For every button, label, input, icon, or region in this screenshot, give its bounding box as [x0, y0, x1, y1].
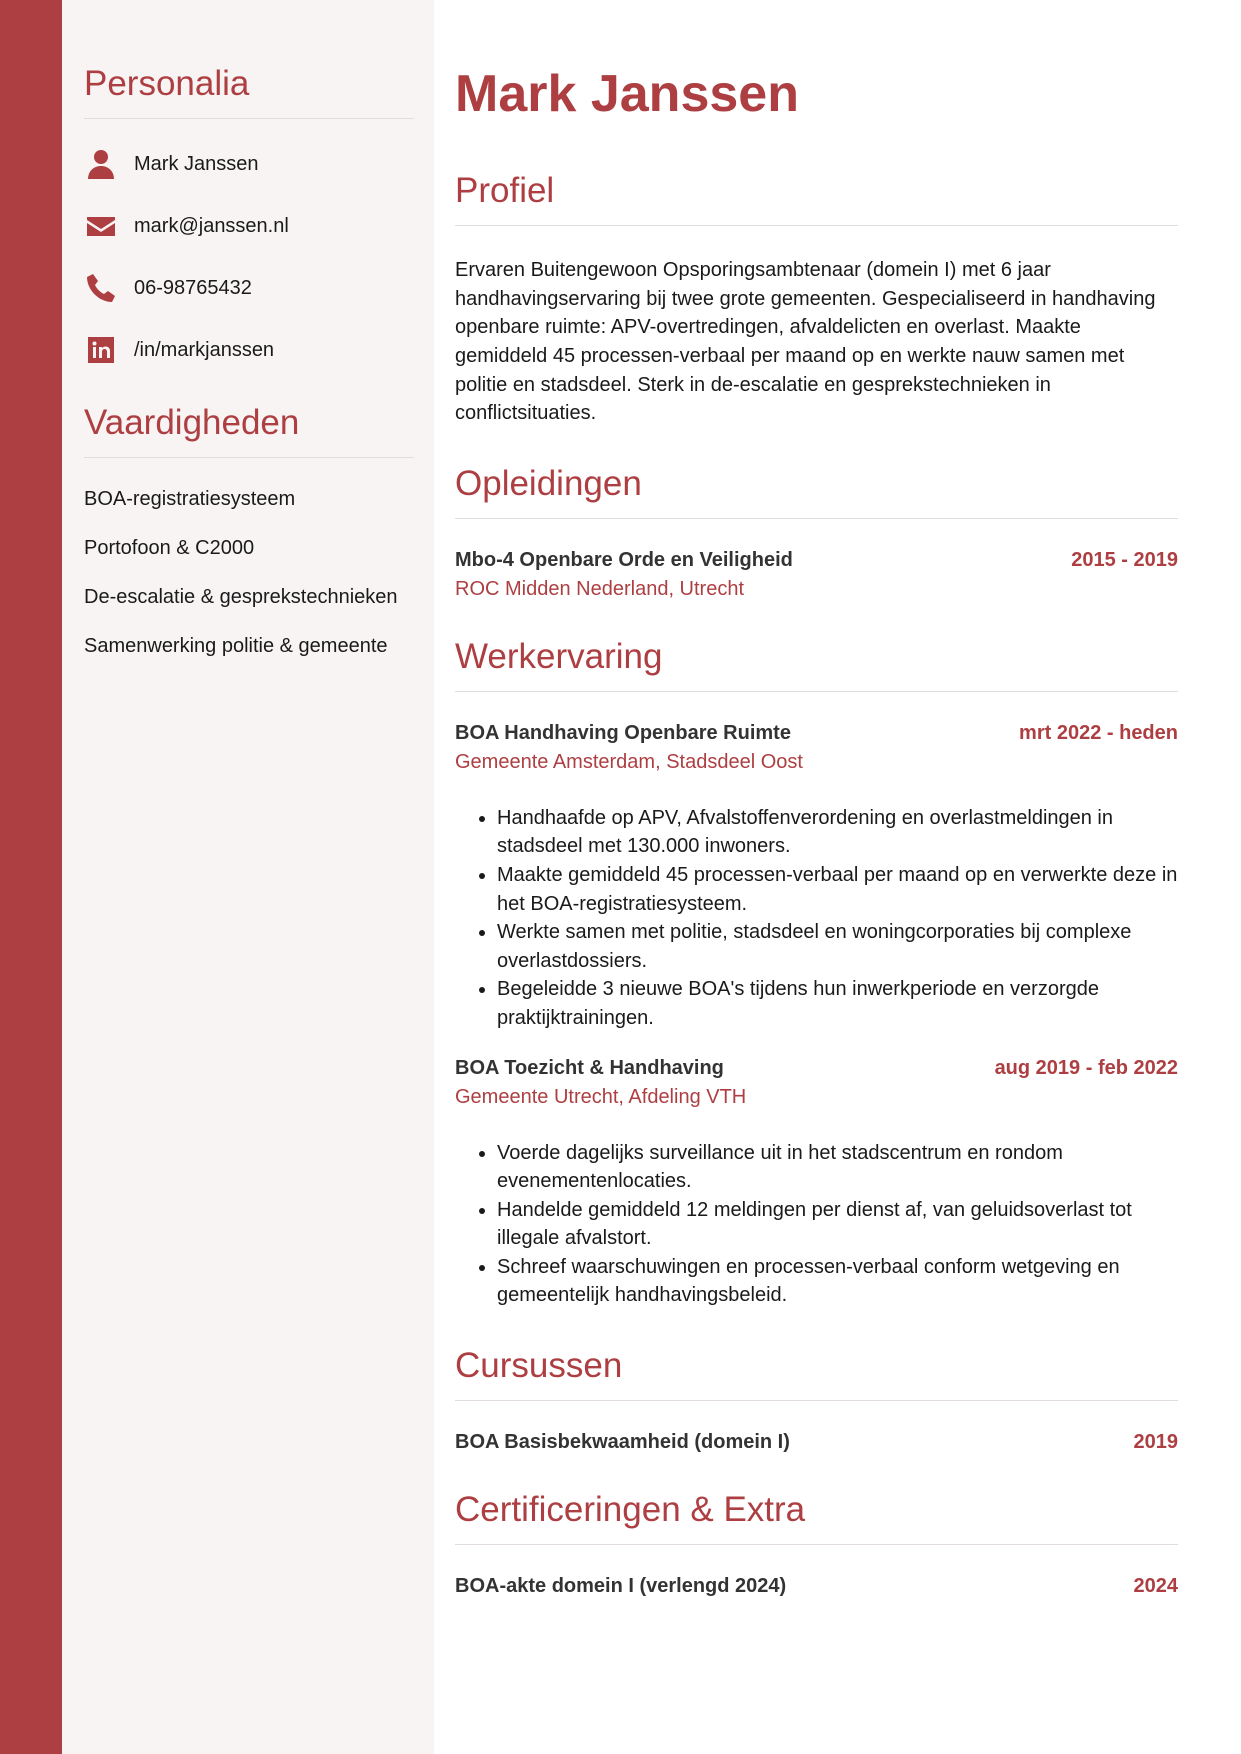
entry-title: BOA Basisbekwaamheid (domein I)	[455, 1431, 790, 1454]
linkedin-icon	[84, 333, 118, 367]
experience-entry	[455, 1057, 1178, 1311]
main-content	[434, 0, 1241, 1754]
course-entry	[455, 1431, 1178, 1454]
bullet-item: • Schreef waarschuwingen en processen-verbaal conform wetgeving en gemeentelijk handhavingsbeleid.	[497, 1253, 1178, 1310]
entry-date: mrt 2022 - heden	[1019, 721, 1178, 744]
entry-org: Gemeente Utrecht, Afdeling VTH	[455, 1085, 747, 1108]
certs-heading: Certificeringen & Extra	[455, 1490, 1178, 1545]
skill-item: BOA-registratiesysteem	[84, 488, 296, 510]
bullet-item: • Werkte samen met politie, stadsdeel en woningcorporaties bij complexe overlastdossiers.	[497, 918, 1178, 975]
bullet-item: • Handhaafde op APV, Afvalstoffenverordening en overlastmeldingen in stadsdeel met 130.000 inwoners.	[497, 804, 1178, 861]
profile-text: Ervaren Buitengewoon Opsporingsambtenaar (domein I) met 6 jaar handhavingservaring bij twee grote gemeenten. Gespecialiseerd in handhaving openbare ruimte: APV-overtredingen, afvaldelicten en overlast. Maakte gemiddeld 45 processen-verbaal per maand op en werkte nauw samen met politie en stadsdeel. Sterk in de-escalatie en gesprekstechnieken in conflictsituaties.	[455, 259, 1156, 425]
skill-item: De-escalatie & gesprekstechnieken	[84, 586, 398, 608]
contact-linkedin-text[interactable]: /in/markjanssen	[134, 338, 275, 361]
entry-title: BOA Toezicht & Handhaving	[455, 1056, 724, 1079]
user-icon	[84, 147, 118, 181]
entry-title: Mbo-4 Openbare Orde en Veiligheid	[455, 548, 793, 571]
skill-item: Portofoon & C2000	[84, 537, 255, 559]
candidate-name: Mark Janssen	[455, 65, 799, 123]
entry-title: BOA-akte domein I (verlengd 2024)	[455, 1575, 787, 1598]
sidebar	[62, 0, 434, 1754]
bullet-item: • Handelde gemiddeld 12 meldingen per dienst af, van geluidsoverlast tot illegale afvalstort.	[497, 1196, 1178, 1253]
bullet-list	[455, 804, 1178, 1033]
phone-icon	[84, 271, 118, 305]
contact-list	[84, 147, 414, 367]
entry-date: 2019	[1133, 1431, 1178, 1454]
entry-date: aug 2019 - feb 2022	[994, 1056, 1178, 1079]
bullet-item: • Maakte gemiddeld 45 processen-verbaal per maand op en verwerkte deze in het BOA-registratiesysteem.	[497, 861, 1178, 918]
entry-date: 2024	[1133, 1575, 1178, 1598]
bullet-item: • Voerde dagelijks surveillance uit in het stadscentrum en rondom evenementenlocaties.	[497, 1139, 1178, 1196]
skill-list	[84, 488, 414, 659]
contact-name-text: Mark Janssen	[134, 152, 259, 175]
entry-org: Gemeente Amsterdam, Stadsdeel Oost	[455, 750, 803, 773]
entry-title: BOA Handhaving Openbare Ruimte	[455, 721, 791, 744]
skill-item: Samenwerking politie & gemeente	[84, 635, 388, 657]
contact-linkedin[interactable]	[84, 333, 414, 367]
contact-phone[interactable]	[84, 271, 414, 305]
contact-email[interactable]	[84, 209, 414, 243]
personal-heading: Personalia	[84, 64, 414, 119]
courses-heading: Cursussen	[455, 1346, 1178, 1401]
contact-phone-text[interactable]: 06-98765432	[134, 276, 252, 299]
entry-org: ROC Midden Nederland, Utrecht	[455, 577, 745, 600]
entry-date: 2015 - 2019	[1071, 548, 1178, 571]
cert-entry	[455, 1575, 1178, 1598]
education-heading: Opleidingen	[455, 464, 1178, 519]
skills-heading: Vaardigheden	[84, 403, 414, 458]
education-entry	[455, 549, 1178, 601]
experience-entry	[455, 722, 1178, 1033]
bullet-item: • Begeleidde 3 nieuwe BOA's tijdens hun inwerkperiode en verzorgde praktijktrainingen.	[497, 975, 1178, 1032]
envelope-icon	[84, 209, 118, 243]
contact-email-text[interactable]: mark@janssen.nl	[134, 214, 289, 237]
contact-name	[84, 147, 414, 181]
profile-heading: Profiel	[455, 171, 1178, 226]
experience-heading: Werkervaring	[455, 637, 1178, 692]
accent-bar	[0, 0, 62, 1754]
bullet-list	[455, 1139, 1178, 1311]
